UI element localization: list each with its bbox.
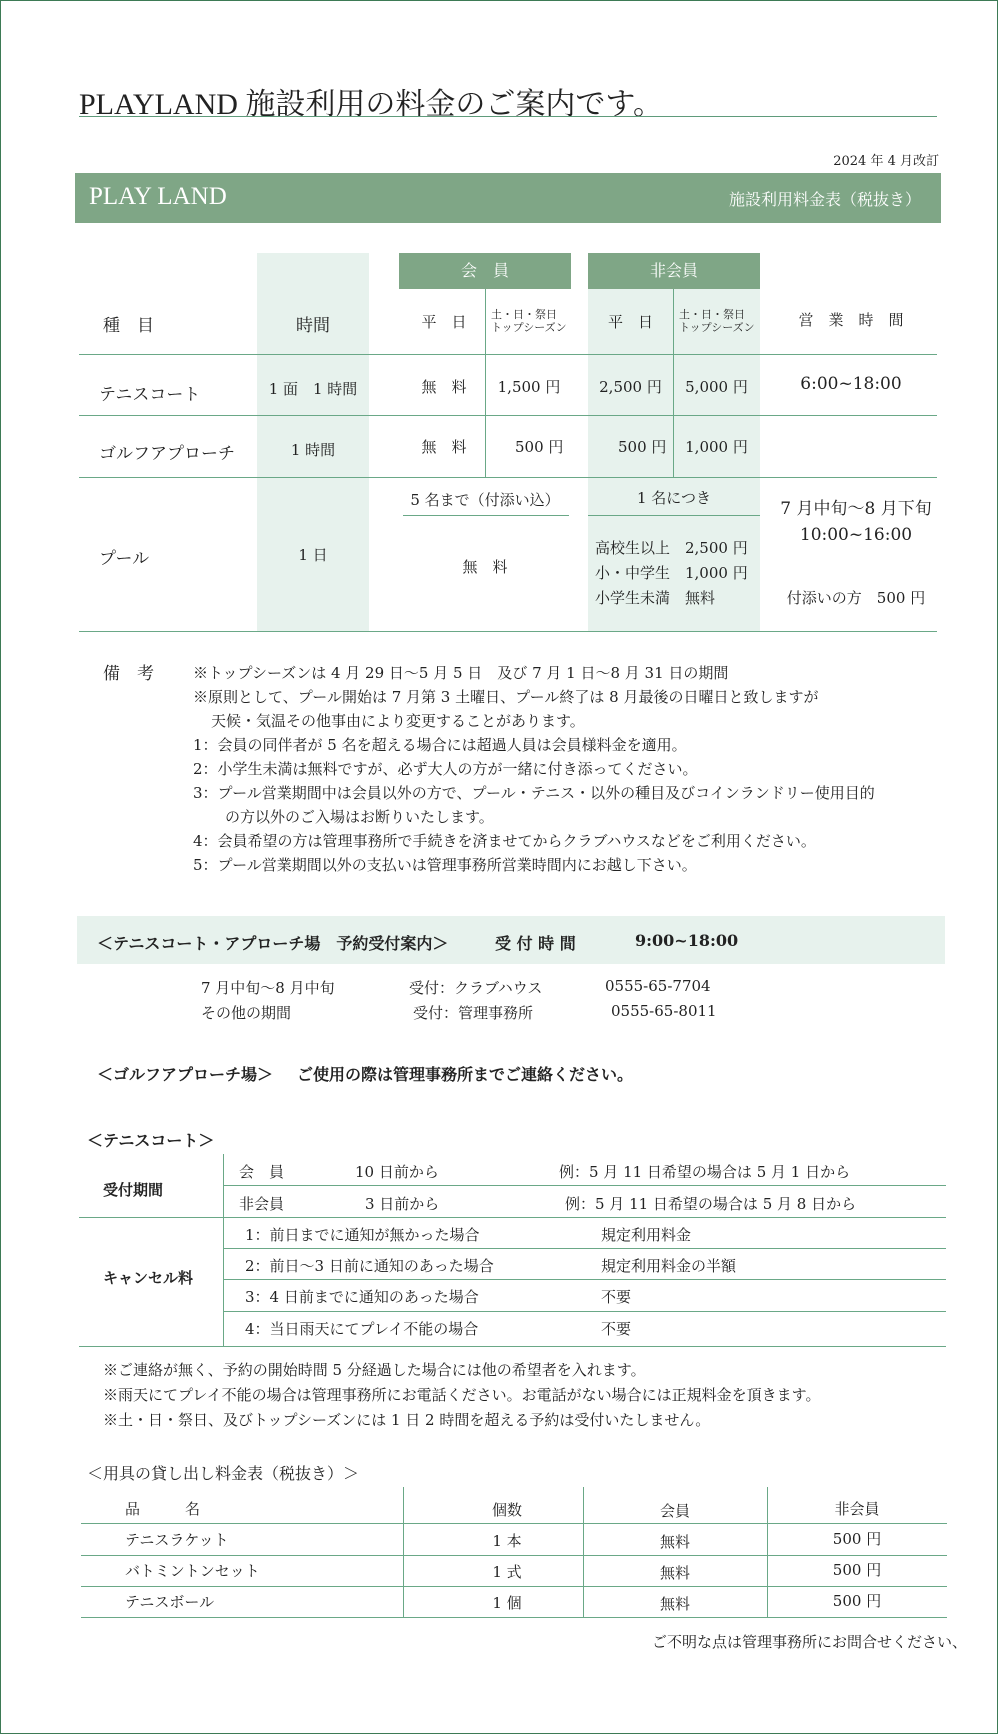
golf-member-weekend: 500 円 xyxy=(515,438,564,456)
rental-item-member: 無料 xyxy=(659,1595,690,1613)
footer-note: ご不明な点は管理事務所にお問合せください、 xyxy=(651,1633,967,1651)
rental-item-qty: 1 個 xyxy=(492,1594,522,1612)
cancel-condition: 4：当日雨天にてプレイ不能の場合 xyxy=(245,1320,479,1338)
row-divider xyxy=(79,1346,946,1347)
weekend-line2: トップシーズン xyxy=(491,321,567,334)
remark-line: 天候・気温その他事由により変更することがあります。 xyxy=(211,712,585,730)
reception-hours: 9:00~18:00 xyxy=(635,931,739,950)
row-divider xyxy=(81,1617,947,1618)
tennis-nonmember-weekend: 5,000 円 xyxy=(685,378,748,396)
pool-fee-preschool: 小学生未満 無料 xyxy=(595,589,716,607)
golf-nonmember-weekday: 500 円 xyxy=(618,438,667,456)
row-divider xyxy=(79,631,937,632)
tennis-member-weekend: 1,500 円 xyxy=(497,378,561,396)
period-label: 受付期間 xyxy=(103,1181,164,1199)
cancel-fee: 規定利用料金の半額 xyxy=(601,1257,737,1275)
rental-header-member: 会員 xyxy=(659,1502,690,1520)
rental-item-nonmember: 500 円 xyxy=(832,1592,882,1610)
member-header: 会 員 xyxy=(399,253,571,289)
row-divider xyxy=(79,354,937,355)
golf-note-label: ＜ゴルフアプローチ場＞ xyxy=(97,1065,274,1084)
pool-period: 7 月中旬～8 月下旬 xyxy=(780,499,932,519)
row-divider xyxy=(81,1523,947,1524)
remark-line: 5：プール営業期間以外の支払いは管理事務所営業時間内にお越し下さい。 xyxy=(193,856,697,874)
golf-time: 1 時間 xyxy=(290,441,336,459)
col-hours-label: 営 業 時 間 xyxy=(798,311,904,329)
pool-fee-high-school: 高校生以上 2,500 円 xyxy=(595,539,748,557)
reservation-phone[interactable]: 0555-65-8011 xyxy=(611,1002,717,1020)
rental-item-name: バトミントンセット xyxy=(125,1562,260,1580)
rental-heading: ＜用具の貸し出し料金表（税抜き）＞ xyxy=(87,1464,360,1483)
rental-header-item: 品 名 xyxy=(125,1500,201,1518)
member-days: 10 日前から xyxy=(355,1163,439,1181)
remark-line: の方以外のご入場はお断りいたします。 xyxy=(225,808,494,826)
col-time-label: 時間 xyxy=(296,316,330,336)
pool-nonmember-divider xyxy=(588,515,760,516)
pool-time: 1 日 xyxy=(298,546,328,564)
pool-nonmember-note: 1 名につき xyxy=(636,489,711,507)
rental-header-qty: 個数 xyxy=(491,1501,522,1519)
nonmember-days: 3 日前から xyxy=(365,1195,440,1213)
reservation-heading: ＜テニスコート・アプローチ場 予約受付案内＞ xyxy=(97,934,449,953)
row-divider xyxy=(79,1217,946,1218)
nonmember-example: 例：5 月 11 日希望の場合は 5 月 8 日から xyxy=(565,1195,857,1213)
row-divider xyxy=(223,1185,946,1186)
pool-fee-elementary: 小・中学生 1,000 円 xyxy=(595,564,748,582)
header-banner xyxy=(75,173,941,223)
tennis-note: ※ご連絡が無く、予約の開始時間 5 分経過した場合には他の希望者を入れます。 xyxy=(103,1361,646,1379)
member-label: 会 員 xyxy=(239,1163,285,1181)
banner-caption: 施設利用料金表（税抜き） xyxy=(728,190,921,209)
weekend-line2: トップシーズン xyxy=(679,321,755,334)
tennis-hours: 6:00~18:00 xyxy=(800,374,902,394)
cancel-condition: 2：前日～3 日前に通知のあった場合 xyxy=(245,1257,494,1275)
tennis-section-heading: ＜テニスコート＞ xyxy=(87,1131,215,1150)
remarks-label: 備 考 xyxy=(103,664,154,684)
remark-line: 2：小学生未満は無料ですが、必ず大人の方が一緒に付き添ってください。 xyxy=(193,760,698,778)
pool-hours: 10:00~16:00 xyxy=(799,525,913,545)
rental-item-qty: 1 式 xyxy=(492,1563,522,1581)
reservation-place: 受付：クラブハウス xyxy=(409,979,543,997)
cancel-fee: 規定利用料金 xyxy=(601,1226,692,1244)
remark-line: ※トップシーズンは 4 月 29 日～5 月 5 日 及び 7 月 1 日～8 月 31 日の期間 xyxy=(193,664,729,682)
remark-line: 1：会員の同伴者が 5 名を超える場合には超過人員は会員様料金を適用。 xyxy=(193,736,687,754)
weekend-line1: 土・日・祭日 xyxy=(679,308,745,321)
cancel-fee: 不要 xyxy=(601,1288,632,1306)
reception-label: 受 付 時 間 xyxy=(495,934,576,953)
member-weekend-label xyxy=(491,308,567,334)
nonmember-header: 非会員 xyxy=(588,253,760,289)
pool-attendant-fee: 付添いの方 500 円 xyxy=(786,589,926,607)
tennis-nonmember-weekday: 2,500 円 xyxy=(599,378,662,396)
golf-note-text: ご使用の際は管理事務所までご連絡ください。 xyxy=(297,1065,634,1084)
rental-item-qty: 1 本 xyxy=(492,1532,522,1550)
nonmember-weekend-label xyxy=(679,308,755,334)
cancel-condition: 1：前日までに通知が無かった場合 xyxy=(245,1226,480,1244)
page-title: PLAYLAND 施設利用の料金のご案内です。 xyxy=(79,88,664,121)
tennis-note: ※雨天にてプレイ不能の場合は管理事務所にお電話ください。お電話がない場合には正規料金を頂きます。 xyxy=(103,1386,821,1404)
rental-item-nonmember: 500 円 xyxy=(832,1561,882,1579)
tennis-time: 1 面 1 時間 xyxy=(268,380,358,398)
nonmember-label: 非会員 xyxy=(239,1195,285,1213)
row-divider xyxy=(79,415,937,416)
pool-member-note: 5 名まで（付添い込） xyxy=(410,491,560,509)
cancel-label: キャンセル料 xyxy=(103,1269,194,1287)
remark-line: 3：プール営業期間中は会員以外の方で、プール・テニス・以外の種目及びコインランドリー使用目的 xyxy=(193,784,875,802)
rental-item-name: テニスラケット xyxy=(125,1531,229,1549)
title-underline xyxy=(79,116,937,117)
revision-date: 2024 年 4 月改訂 xyxy=(833,154,939,169)
cancel-condition: 3：4 日前までに通知のあった場合 xyxy=(245,1288,479,1306)
col-item-label: 種 目 xyxy=(103,316,154,336)
tennis-item: テニスコート xyxy=(99,385,201,405)
reservation-place: 受付：管理事務所 xyxy=(413,1004,534,1022)
pool-member-fee: 無 料 xyxy=(462,558,508,576)
reservation-period: 7 月中旬～8 月中旬 xyxy=(201,979,335,997)
weekend-line1: 土・日・祭日 xyxy=(491,308,557,321)
rental-item-member: 無料 xyxy=(659,1564,690,1582)
golf-member-weekday: 無 料 xyxy=(421,438,467,456)
rental-header-nonmember: 非会員 xyxy=(834,1500,880,1518)
row-divider xyxy=(79,477,937,478)
tennis-label-divider xyxy=(223,1154,224,1346)
nonmember-weekday-label: 平 日 xyxy=(607,313,653,331)
row-divider xyxy=(223,1248,946,1249)
member-weekday-label: 平 日 xyxy=(421,313,467,331)
cancel-fee: 不要 xyxy=(601,1320,632,1338)
row-divider xyxy=(81,1555,947,1556)
remark-line: ※原則として、プール開始は 7 月第 3 土曜日、プール終了は 8 月最後の日曜日と致しますが xyxy=(193,688,819,706)
remark-line: 4：会員希望の方は管理事務所で手続きを済ませてからクラブハウスなどをご利用ください。 xyxy=(193,832,816,850)
member-example: 例：5 月 11 日希望の場合は 5 月 1 日から xyxy=(559,1163,851,1181)
pool-item: プール xyxy=(99,549,150,569)
golf-item: ゴルフアプローチ xyxy=(99,444,235,464)
tennis-member-weekday: 無 料 xyxy=(421,378,467,396)
row-divider xyxy=(81,1586,947,1587)
rental-item-member: 無料 xyxy=(659,1533,690,1551)
row-divider xyxy=(223,1311,946,1312)
reservation-period: その他の期間 xyxy=(201,1004,292,1022)
rental-item-name: テニスボール xyxy=(125,1593,215,1611)
rental-item-nonmember: 500 円 xyxy=(832,1530,882,1548)
tennis-note: ※土・日・祭日、及びトップシーズンには 1 日 2 時間を超える予約は受付いたしません。 xyxy=(103,1411,711,1429)
banner-brand: PLAY LAND xyxy=(89,183,227,210)
row-divider xyxy=(223,1279,946,1280)
pool-member-divider xyxy=(403,515,569,516)
reservation-phone[interactable]: 0555-65-7704 xyxy=(605,977,711,995)
golf-nonmember-weekend: 1,000 円 xyxy=(685,438,748,456)
